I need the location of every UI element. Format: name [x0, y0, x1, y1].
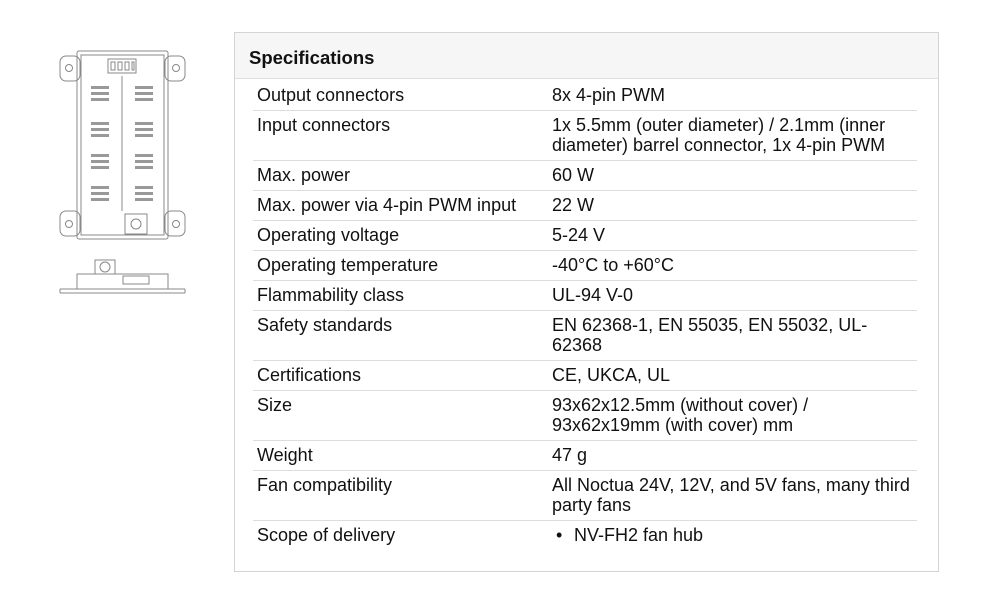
spec-value: -40°C to +60°C — [548, 251, 917, 281]
spec-row — [253, 161, 917, 191]
spec-row — [253, 361, 917, 391]
spec-value: 22 W — [548, 191, 917, 221]
spec-row — [253, 311, 917, 361]
spec-value: All Noctua 24V, 12V, and 5V fans, many third party fans — [548, 471, 917, 521]
spec-row — [253, 111, 917, 161]
specifications-panel — [234, 32, 939, 572]
spec-value-text: NV-FH2 fan hub — [574, 525, 704, 545]
spec-label: Flammability class — [253, 281, 548, 311]
spec-value: 5-24 V — [548, 221, 917, 251]
spec-label: Operating voltage — [253, 221, 548, 251]
spec-value: EN 62368-1, EN 55035, EN 55032, UL-62368 — [548, 311, 917, 361]
specifications-title: Specifications — [235, 33, 938, 79]
spec-value: UL-94 V-0 — [548, 281, 917, 311]
spec-label: Certifications — [253, 361, 548, 391]
spec-row — [253, 191, 917, 221]
spec-row — [253, 281, 917, 311]
spec-value — [548, 521, 917, 551]
fan-hub-drawing — [55, 46, 190, 306]
spec-value: 93x62x12.5mm (without cover) / 93x62x19mm (with cover) mm — [548, 391, 917, 441]
fan-hub-top-view — [60, 51, 185, 239]
spec-label: Weight — [253, 441, 548, 471]
spec-row — [253, 471, 917, 521]
spec-label: Output connectors — [253, 81, 548, 111]
fan-hub-side-view — [60, 260, 185, 293]
spec-row — [253, 251, 917, 281]
spec-label: Fan compatibility — [253, 471, 548, 521]
spec-row — [253, 81, 917, 111]
spec-row — [253, 391, 917, 441]
spec-label: Max. power — [253, 161, 548, 191]
spec-row — [253, 441, 917, 471]
spec-value: 8x 4-pin PWM — [548, 81, 917, 111]
spec-label: Size — [253, 391, 548, 441]
spec-value: 1x 5.5mm (outer diameter) / 2.1mm (inner diameter) barrel connector, 1x 4-pin PWM — [548, 111, 917, 161]
spec-value: 60 W — [548, 161, 917, 191]
spec-label: Scope of delivery — [257, 525, 396, 545]
spec-value: CE, UKCA, UL — [548, 361, 917, 391]
spec-row — [253, 221, 917, 251]
specifications-table — [253, 81, 917, 550]
spec-label: Max. power via 4-pin PWM input — [253, 191, 548, 221]
spec-label: Operating temperature — [253, 251, 548, 281]
spec-label: Input connectors — [253, 111, 548, 161]
spec-label: Safety standards — [253, 311, 548, 361]
bullet-icon: • — [556, 525, 563, 545]
spec-value: 47 g — [548, 441, 917, 471]
spec-row — [253, 521, 917, 551]
